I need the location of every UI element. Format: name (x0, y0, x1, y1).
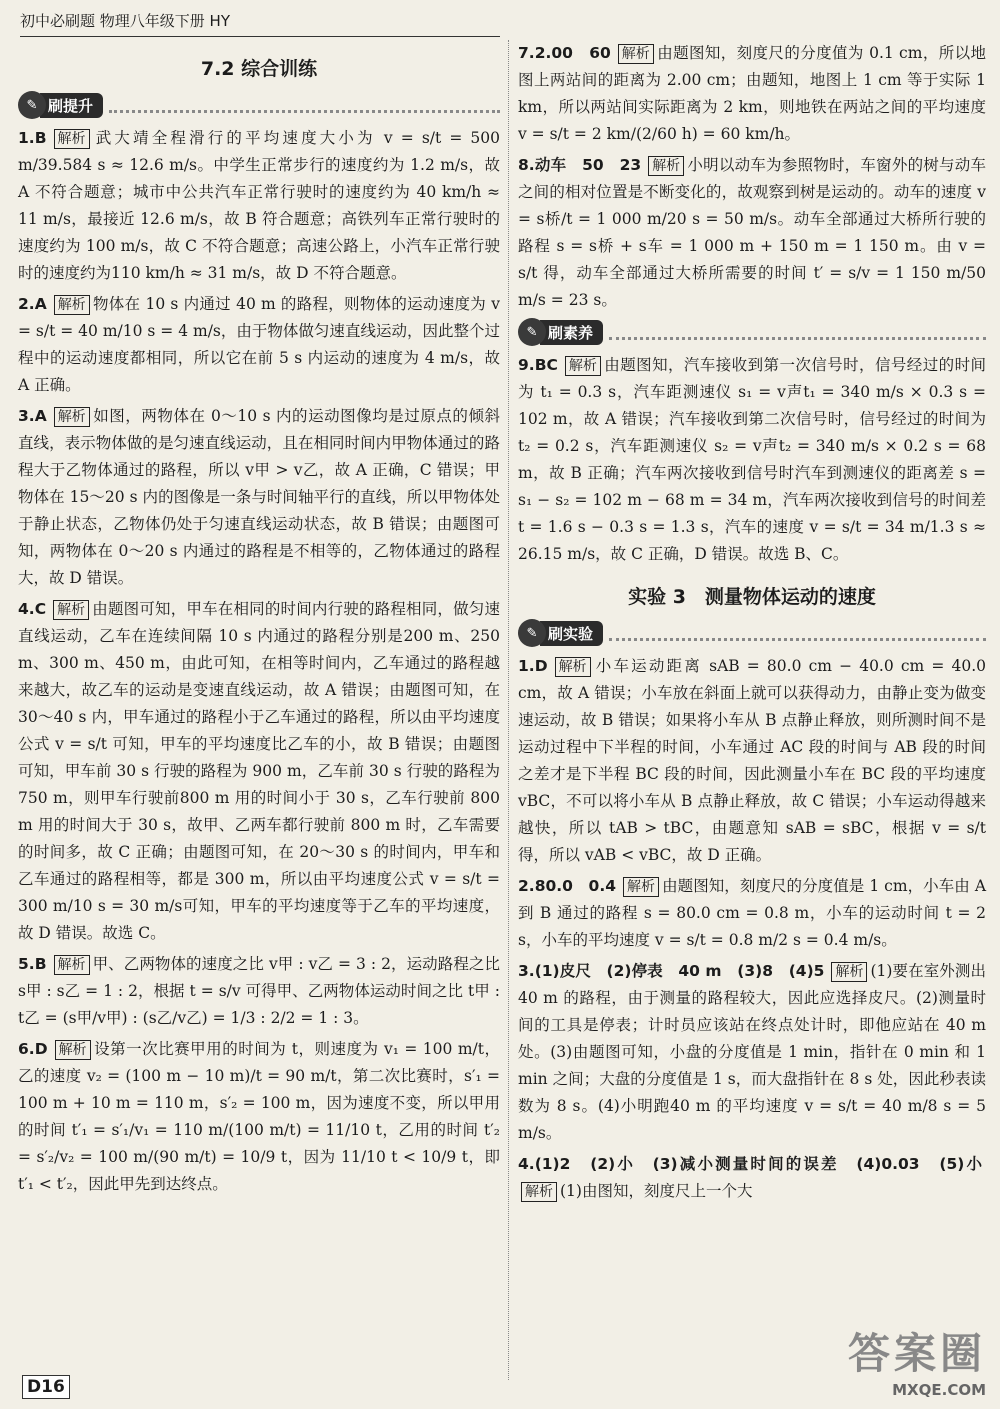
left-column (18, 40, 500, 1202)
answer-key: D (34, 1040, 48, 1058)
answer-explanation: 如图，两物体在 0～10 s 内的运动图像均是过原点的倾斜直线，表示物体做的是匀速直线运动，且在相同时间内甲物体通过的路程大于乙物体通过的路程，所以 v甲 > v乙，故 A 正确，C 错误；甲物体在 15～20 s 内的图像是一条与时间轴平行的直线，所以甲物体处于静止状态，乙物体仍处于匀速直线运动状态，故 B 错误；由题图可知，两物体在 0～20 s 内通过的路程是不相等的，乙物体通过的路程大，故 D 错误。 (18, 407, 500, 587)
answer-explanation: 由题图知，汽车接收到第一次信号时，信号经过的时间为 t₁ = 0.3 s，汽车距测速仪 s₁ = v声t₁ = 340 m/s × 0.3 s = 102 m，故 A 错误；汽车接收到第二次信号时，信号经过的时间为 t₂ = 0.2 s，汽车距测速仪 s₂ = v声t₂ = 340 m/s × 0.2 s = 68 m，故 B 正确；汽车两次接收到信号时汽车到测速仪的距离差 s = s₁ − s₂ = 102 m − 68 m = 34 m，汽车两次接收到信号的时间差 t = 1.6 s − 0.3 s = 1.3 s，汽车的速度 v = s/t = 34 m/1.3 s ≈ 26.15 m/s，故 C 正确，D 错误。故选 B、C。 (518, 356, 986, 563)
pen-icon: ✎ (518, 318, 546, 346)
answer-explanation: (1)要在室外测出 40 m 的路程，由于测量的路程较大，因此应选择皮尺。(2)测量时间的工具是停表；计时员应该站在终点处计时，即他应站在 40 m 处。(3)由题图可知，小盘的分度值是 1 min，指针在 0 min 和 1 min 之间；大盘的分度值是 1 s，而大盘指针在 8 s 处，因此秒表读数为 8 s。(4)小明跑40 m 的平均速度 v = s/t = 40 m/8 s = 5 m/s。 (518, 962, 986, 1142)
right-answer-list-3 (518, 653, 986, 1205)
banner-shuasuyang: ✎ 刷素养 (518, 318, 986, 346)
answer-tag: 解析 (555, 657, 591, 677)
answer-explanation: 武大靖全程滑行的平均速度大小为 v = s/t = 500 m/39.584 s ≈ 12.6 m/s。中学生正常步行的速度约为 1.2 m/s，故 A 不符合题意；城市中公共汽车正常行驶时的速度约为 40 km/h ≈ 11 m/s，最接近 12.6 m/s，故 B 符合题意；高铁列车正常行驶时的速度约为 100 m/s，故 C 不符合题意；高速公路上，小汽车正常行驶时的速度约为110 km/h ≈ 31 m/s，故 D 不符合题意。 (18, 129, 500, 282)
answer-key: 2.00 60 (534, 44, 611, 62)
answer-key: B (34, 955, 47, 973)
answer-key: 动车 50 23 (534, 156, 642, 174)
pen-icon: ✎ (18, 91, 46, 119)
answer-explanation: 设第一次比赛甲用的时间为 t，则速度为 v₁ = 100 m/t，乙的速度 v₂ = (100 m − 10 m)/t = 90 m/t，第二次比赛时，s′₁ = 100 m + 10 m = 110 m，s′₂ = 100 m，因为速度不变，所以甲用的时间 t′₁ = s′₁/v₁ = 110 m/(100 m/t) = 11/10 t，乙用的时间 t′₂ = s′₂/v₂ = 100 m/(90 m/t) = 10/9 t，因为 11/10 t < 10/9 t，即 t′₁ < t′₂，因此甲先到达终点。 (18, 1040, 500, 1193)
answer-item (18, 1036, 500, 1198)
answer-explanation: (1)由图知，刻度尺上一个大 (560, 1182, 753, 1200)
column-divider (508, 40, 509, 1380)
answer-key: (1)2 (2)小 (3)减小测量时间的误差 (4)0.03 (5)小 (534, 1155, 982, 1173)
right-answer-list-2 (518, 352, 986, 568)
answer-tag: 解析 (618, 44, 654, 64)
answer-tag: 解析 (521, 1182, 557, 1202)
answer-item (18, 125, 500, 287)
answer-item (518, 958, 986, 1147)
watermark: 答案圈 MXQE.COM (847, 1329, 986, 1399)
answer-number: 1. (18, 129, 35, 147)
answer-number: 7. (518, 44, 535, 62)
answer-item (18, 951, 500, 1032)
answer-key: B (34, 129, 47, 147)
answer-tag: 解析 (54, 955, 90, 975)
answer-key: A (34, 295, 47, 313)
answer-key: D (534, 657, 548, 675)
answer-number: 4. (518, 1155, 535, 1173)
answer-tag: 解析 (53, 600, 89, 620)
answer-tag: 解析 (623, 877, 659, 897)
answer-explanation: 甲、乙两物体的速度之比 v甲 : v乙 = 3 : 2，运动路程之比 s甲 : s乙 = 1 : 2，根据 t = s/v 可得甲、乙两物体运动时间之比 t甲 : t乙 = (s甲/v甲) : (s乙/v乙) = 1/3 : 2/2 = 1 : 3。 (18, 955, 500, 1027)
answer-explanation: 物体在 10 s 内通过 40 m 的路程，则物体的运动速度为 v = s/t = 40 m/10 s = 4 m/s，由于物体做匀速直线运动，因此整个过程中的运动速度都相同，所以它在前 5 s 内运动的速度为 4 m/s，故 A 正确。 (18, 295, 500, 394)
answer-number: 6. (18, 1040, 35, 1058)
answer-tag: 解析 (831, 962, 867, 982)
answer-tag: 解析 (54, 295, 90, 315)
answer-key: C (34, 600, 47, 618)
answer-explanation: 由题图可知，甲车在相同的时间内行驶的路程相同，做匀速直线运动，乙车在连续间隔 10 s 内通过的路程分别是200 m、250 m、300 m、450 m，由此可知，在相等时间内，乙车通过的路程越来越大，故乙车的运动是变速直线运动，故 A 错误；由题图可知，在30～40 s 内，甲车通过的路程小于乙车通过的路程，所以由平均速度公式 v = s/t 可知，甲车的平均速度比乙车的小，故 B 错误；由题图可知，甲车前 30 s 行驶的路程为 900 m，乙车前 30 s 行驶的路程为750 m，则甲车行驶前800 m 用的时间小于 30 s，乙车行驶前 800 m 用的时间大于 30 s，故甲、乙两车都行驶前 800 m 时，乙车需要的时间多，故 C 正确；由题图可知，在 20～30 s 的时间内，甲车和乙车通过的路程相等，都是 300 m，所以由平均速度公式 v = s/t = 300 m/10 s = 30 m/s可知，甲车的平均速度等于乙车的平均速度，故 D 错误。故选 C。 (18, 600, 500, 942)
pen-icon: ✎ (518, 619, 546, 647)
answer-key: 80.0 0.4 (534, 877, 617, 895)
answer-tag: 解析 (565, 356, 601, 376)
banner-shuatisheng: ✎ 刷提升 (18, 91, 500, 119)
answer-number: 1. (518, 657, 535, 675)
answer-item (518, 1151, 986, 1205)
answer-number: 8. (518, 156, 535, 174)
answer-tag: 解析 (648, 156, 684, 176)
answer-number: 2. (518, 877, 535, 895)
answer-item (18, 403, 500, 592)
answer-number: 3. (18, 407, 35, 425)
answer-item (518, 152, 986, 314)
answer-tag: 解析 (54, 407, 90, 427)
answer-number: 3. (518, 962, 535, 980)
answer-number: 2. (18, 295, 35, 313)
answer-item (518, 873, 986, 954)
banner-shuashiyan: ✎ 刷实验 (518, 619, 986, 647)
answer-item (518, 352, 986, 568)
experiment-title: 实验 3 测量物体运动的速度 (628, 586, 876, 608)
answer-tag: 解析 (54, 129, 90, 149)
answer-explanation: 小明以动车为参照物时，车窗外的树与动车之间的相对位置是不断变化的，故观察到树是运动的。动车的速度 v = s桥/t = 1 000 m/20 s = 50 m/s。动车全部通过大桥所行驶的路程 s = s桥 + s车 = 1 000 m + 150 m = 1 150 m。由 v = s/t 得，动车全部通过大桥所需要的时间 t′ = s/v = 1 150 m/50 m/s = 23 s。 (518, 156, 986, 309)
right-column (518, 40, 986, 1209)
answer-number: 4. (18, 600, 35, 618)
page-number: D16 (22, 1375, 70, 1399)
answer-item (18, 596, 500, 947)
answer-key: (1)皮尺 (2)停表 40 m (3)8 (4)5 (534, 962, 825, 980)
answer-explanation: 由题图知，刻度尺的分度值是 1 cm，小车由 A 到 B 通过的路程 s = 80.0 cm = 0.8 m，小车的运动时间 t = 2 s，小车的平均速度 v = s/t = 0.8 m/2 s = 0.4 m/s。 (518, 877, 987, 949)
left-answer-list (18, 125, 500, 1198)
right-answer-list-1 (518, 40, 986, 314)
answer-item (18, 291, 500, 399)
answer-explanation: 由题图知，刻度尺的分度值为 0.1 cm，所以地图上两站间的距离为 2.00 cm；由题知，地图上 1 cm 等于实际 1 km，所以两站间实际距离为 2 km，则地铁在两站之间的平均速度 v = s/t = 2 km/(2/60 h) = 60 km/h。 (518, 44, 986, 143)
book-header: 初中必刷题 物理八年级下册 HY (20, 6, 500, 37)
answer-number: 5. (18, 955, 35, 973)
answer-item (518, 40, 986, 148)
answer-tag: 解析 (55, 1040, 91, 1060)
section-title: 7.2 综合训练 (200, 58, 318, 80)
answer-key: A (34, 407, 47, 425)
answer-number: 9. (518, 356, 535, 374)
answer-explanation: 小车运动距离 sAB = 80.0 cm − 40.0 cm = 40.0 cm，故 A 错误；小车放在斜面上就可以获得动力，由静止变为做变速运动，故 B 错误；如果将小车从 B 点静止释放，则所测时间不是运动过程中下半程的时间，小车通过 AC 段的时间与 AB 段的时间之差才是下半程 BC 段的时间，因此测量小车在 BC 段的平均速度 vBC，不可以将小车从 B 点静止释放，故 C 错误；小车运动得越来越快，所以 tAB > tBC，由题意知 sAB = sBC，根据 v = s/t 得，所以 vAB < vBC，故 D 正确。 (518, 657, 986, 864)
answer-key: BC (534, 356, 558, 374)
answer-item (518, 653, 986, 869)
